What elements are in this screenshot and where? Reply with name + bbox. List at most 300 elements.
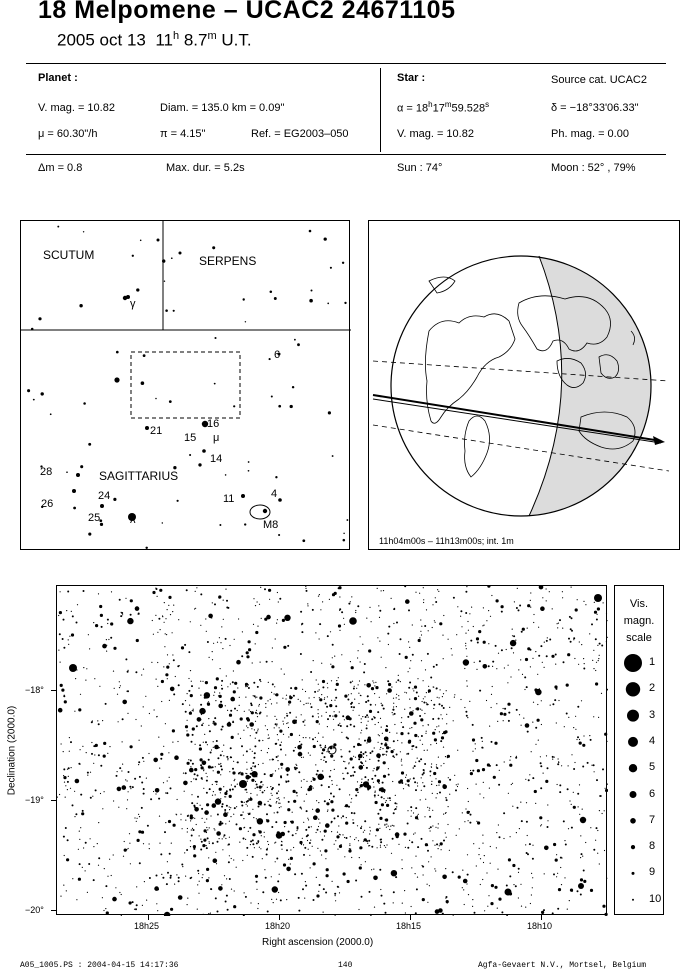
field-star [225, 811, 226, 812]
field-star [415, 762, 416, 763]
field-star [508, 712, 510, 714]
field-star [98, 723, 100, 725]
field-star [402, 868, 403, 869]
field-star [284, 821, 287, 824]
field-star [396, 803, 397, 804]
field-star [369, 891, 371, 893]
field-star [353, 688, 355, 690]
field-star [102, 720, 103, 721]
field-star [119, 767, 121, 769]
field-star [527, 853, 529, 855]
field-star [596, 779, 598, 781]
field-star [375, 835, 376, 836]
field-star [224, 875, 225, 876]
field-star [365, 761, 366, 762]
field-star [547, 826, 549, 828]
field-star [455, 789, 457, 791]
field-star [568, 717, 569, 718]
field-star [300, 653, 302, 655]
field-star [388, 683, 391, 686]
field-star [75, 813, 77, 815]
field-star [432, 627, 433, 628]
field-star [202, 818, 203, 819]
field-star [219, 692, 220, 693]
field-star [422, 782, 423, 783]
field-star [118, 807, 119, 808]
field-star [83, 590, 85, 592]
field-star [109, 859, 110, 860]
field-star [81, 812, 84, 815]
field-star [217, 642, 218, 643]
field-star [303, 822, 304, 823]
field-star [344, 719, 345, 720]
field-star [279, 598, 281, 600]
field-star [446, 723, 447, 724]
chart-area-outline [131, 352, 240, 418]
field-star [197, 909, 198, 910]
field-star [518, 669, 519, 670]
field-star [78, 763, 80, 765]
field-star [557, 623, 558, 624]
field-star [289, 712, 291, 714]
field-star [295, 720, 297, 722]
field-star [437, 697, 438, 698]
field-star [354, 686, 355, 687]
field-star [518, 868, 520, 870]
field-star [557, 873, 558, 874]
field-star [352, 819, 353, 820]
field-star [199, 744, 201, 746]
field-star [515, 757, 517, 759]
field-star [118, 721, 119, 722]
field-star [157, 686, 158, 687]
field-star [160, 753, 163, 756]
field-star [441, 765, 442, 766]
field-star [423, 702, 425, 704]
field-star [178, 684, 180, 686]
field-star [182, 866, 183, 867]
field-star [264, 804, 266, 806]
field-star [350, 703, 352, 705]
field-star [522, 628, 525, 631]
field-star [349, 845, 350, 846]
field-star [141, 831, 144, 834]
field-star [277, 592, 278, 593]
field-star [343, 872, 346, 875]
field-star [231, 889, 232, 890]
finder-star [132, 255, 134, 257]
field-star [424, 816, 425, 817]
field-star [435, 827, 436, 828]
field-star [287, 808, 290, 811]
field-star [365, 716, 367, 718]
finder-star [76, 473, 80, 477]
field-star [605, 913, 608, 916]
finder-star [173, 310, 175, 312]
field-star [361, 896, 363, 898]
field-star [121, 894, 122, 895]
field-star [298, 897, 300, 899]
field-star [511, 647, 513, 649]
field-star [209, 788, 211, 790]
field-star [546, 655, 548, 657]
field-star [445, 868, 446, 869]
field-star [562, 628, 563, 629]
field-star [268, 748, 269, 749]
field-star [356, 688, 357, 689]
field-star [334, 769, 335, 770]
field-star [512, 806, 513, 807]
field-star [552, 756, 554, 758]
field-star [320, 850, 321, 851]
field-star [281, 841, 282, 842]
info-top-rule [26, 63, 666, 64]
field-star [229, 837, 230, 838]
field-star [207, 837, 209, 839]
field-star [296, 792, 298, 794]
field-star [367, 695, 369, 697]
field-star [283, 863, 286, 866]
field-star [257, 686, 259, 688]
field-star [159, 589, 162, 592]
field-star [173, 824, 176, 827]
field-star [341, 611, 343, 613]
field-star [296, 717, 297, 718]
field-star [246, 773, 247, 774]
field-star [334, 714, 337, 717]
field-star [359, 857, 360, 858]
field-star [324, 746, 326, 748]
field-star [562, 591, 563, 592]
field-star [504, 708, 506, 710]
field-star [190, 846, 191, 847]
field-star [313, 862, 316, 865]
field-star [161, 874, 162, 875]
field-star [157, 910, 158, 911]
field-star [479, 660, 481, 662]
field-star [113, 800, 114, 801]
field-star [117, 771, 118, 772]
field-star [237, 784, 238, 785]
field-star [317, 774, 323, 780]
field-star [219, 838, 220, 839]
field-star [394, 802, 396, 804]
field-star [319, 884, 321, 886]
field-star [216, 677, 219, 680]
field-star [426, 609, 427, 610]
field-star [113, 647, 116, 650]
dec-tick-label: −20° [25, 905, 44, 915]
field-star [221, 626, 222, 627]
field-star [319, 723, 320, 724]
field-star [292, 812, 293, 813]
field-star [384, 754, 385, 755]
field-star [63, 885, 64, 886]
field-star [331, 665, 334, 668]
field-star [286, 715, 288, 717]
field-star [525, 723, 530, 728]
field-star [151, 662, 152, 663]
legend-label: 2 [649, 682, 656, 695]
field-star [504, 761, 505, 762]
field-star [364, 740, 366, 742]
field-star [344, 761, 345, 762]
field-star [160, 853, 162, 855]
field-star [252, 856, 254, 858]
finder-star [202, 449, 206, 453]
field-star [379, 817, 382, 820]
field-star [236, 806, 237, 807]
field-star [381, 727, 382, 728]
field-star [180, 819, 181, 820]
field-star [194, 768, 197, 771]
ra-tick [279, 915, 280, 920]
field-star [383, 775, 386, 778]
field-star [421, 777, 422, 778]
field-star [401, 765, 402, 766]
field-star [388, 774, 390, 776]
field-star [514, 601, 515, 602]
field-star [218, 886, 223, 891]
field-star [565, 844, 567, 846]
field-star [366, 755, 367, 756]
field-star [607, 637, 608, 638]
field-star [155, 615, 156, 616]
field-star [343, 778, 345, 780]
field-star [422, 744, 423, 745]
field-star [109, 746, 110, 747]
field-star [571, 754, 572, 755]
field-star [178, 619, 179, 620]
field-star [579, 742, 582, 745]
field-star [130, 745, 133, 748]
field-star [441, 736, 444, 739]
field-star [604, 850, 605, 851]
field-star [542, 662, 543, 663]
field-star [337, 886, 339, 888]
field-star [213, 770, 214, 771]
field-star [366, 618, 367, 619]
field-star [208, 857, 209, 858]
field-star [417, 758, 418, 759]
field-star [550, 705, 551, 706]
field-star [483, 797, 484, 798]
field-star [290, 863, 291, 864]
field-star [233, 859, 234, 860]
field-star [319, 594, 320, 595]
field-star [233, 761, 234, 762]
field-star [482, 741, 483, 742]
field-star [378, 734, 379, 735]
field-star [186, 733, 189, 736]
field-star [359, 680, 360, 681]
field-star [330, 664, 331, 665]
field-star [338, 677, 339, 678]
field-star [242, 814, 243, 815]
field-star [275, 842, 276, 843]
field-star [231, 784, 232, 785]
field-star [382, 782, 384, 784]
field-star [250, 840, 252, 842]
field-star [154, 886, 159, 891]
field-star [581, 644, 582, 645]
field-star [135, 606, 140, 611]
field-star [289, 696, 292, 699]
field-star [290, 821, 291, 822]
field-star [290, 857, 293, 860]
field-star [259, 704, 260, 705]
field-star [205, 693, 207, 695]
field-star [278, 739, 279, 740]
field-star [168, 596, 171, 599]
field-star [591, 765, 592, 766]
field-star [368, 649, 371, 652]
field-star [579, 641, 580, 642]
field-star [457, 786, 458, 787]
field-star [191, 829, 192, 830]
field-star [368, 840, 370, 842]
field-star [361, 779, 362, 780]
field-star [520, 802, 521, 803]
field-star [363, 832, 364, 833]
field-star [549, 591, 550, 592]
field-star [79, 831, 80, 832]
field-star [526, 821, 528, 823]
field-star [589, 735, 590, 736]
field-star [286, 849, 288, 851]
field-star [353, 725, 355, 727]
field-star [240, 772, 243, 775]
finder-star [270, 290, 273, 293]
field-star [120, 615, 122, 617]
field-star [267, 700, 268, 701]
field-star [322, 680, 325, 683]
field-star [344, 837, 345, 838]
field-star [547, 820, 548, 821]
field-star [219, 764, 220, 765]
field-star [290, 849, 291, 850]
field-star [404, 586, 406, 587]
field-star [272, 647, 273, 648]
field-star [117, 694, 118, 695]
field-star [332, 644, 334, 646]
field-star [370, 752, 372, 754]
field-star [128, 848, 129, 849]
field-star [251, 728, 252, 729]
field-star [271, 703, 272, 704]
field-star [525, 779, 526, 780]
field-star [581, 853, 583, 855]
finder-star [332, 455, 334, 457]
field-star [256, 889, 257, 890]
field-star [169, 777, 170, 778]
field-star [396, 697, 397, 698]
field-star [448, 806, 449, 807]
field-star [438, 780, 441, 783]
field-star [429, 770, 431, 772]
field-star [124, 841, 125, 842]
field-star [418, 814, 419, 815]
field-star [219, 695, 222, 698]
field-star [438, 785, 439, 786]
field-star [374, 907, 375, 908]
field-star [252, 766, 253, 767]
field-star [106, 911, 109, 914]
field-star [201, 724, 203, 726]
field-star [544, 873, 545, 874]
field-star [409, 682, 411, 684]
field-star [446, 896, 448, 898]
field-star [309, 737, 310, 738]
field-star [236, 660, 241, 665]
field-star [223, 786, 224, 787]
field-star [331, 748, 332, 749]
field-star [330, 793, 332, 795]
field-star [255, 697, 256, 698]
field-star [149, 713, 150, 714]
field-star [185, 820, 186, 821]
field-star [366, 742, 367, 743]
field-star [421, 790, 422, 791]
field-star [246, 792, 247, 793]
finder-star [140, 240, 142, 242]
field-star [288, 736, 289, 737]
field-star [197, 884, 198, 885]
field-star [378, 605, 379, 606]
field-star [461, 626, 462, 627]
field-star [354, 771, 356, 773]
field-star [599, 863, 600, 864]
field-star [369, 833, 370, 834]
field-star [448, 639, 449, 640]
field-star [324, 697, 325, 698]
field-star [157, 662, 158, 663]
field-star [433, 733, 434, 734]
field-star [467, 874, 469, 876]
field-star [227, 600, 228, 601]
field-star [396, 682, 397, 683]
field-star [317, 741, 318, 742]
field-star [146, 900, 147, 901]
field-star [207, 702, 209, 704]
finder-star [189, 454, 191, 456]
field-star [112, 897, 117, 902]
field-star [69, 636, 70, 637]
finder-star [343, 539, 346, 542]
field-star [181, 864, 183, 866]
field-star [164, 622, 165, 623]
field-star [257, 908, 258, 909]
field-star [241, 655, 243, 657]
field-star [315, 737, 316, 738]
field-star [518, 897, 519, 898]
field-star [544, 846, 549, 851]
finder-star [309, 299, 313, 303]
field-star [347, 772, 349, 774]
field-star [276, 702, 277, 703]
field-star [337, 832, 338, 833]
field-star [538, 655, 540, 657]
field-star [397, 740, 398, 741]
field-star [203, 770, 204, 771]
field-star [301, 780, 302, 781]
field-star [349, 717, 352, 720]
field-star [409, 728, 410, 729]
field-star [361, 722, 362, 723]
field-star [143, 843, 144, 844]
field-star [432, 810, 433, 811]
field-star [351, 693, 352, 694]
